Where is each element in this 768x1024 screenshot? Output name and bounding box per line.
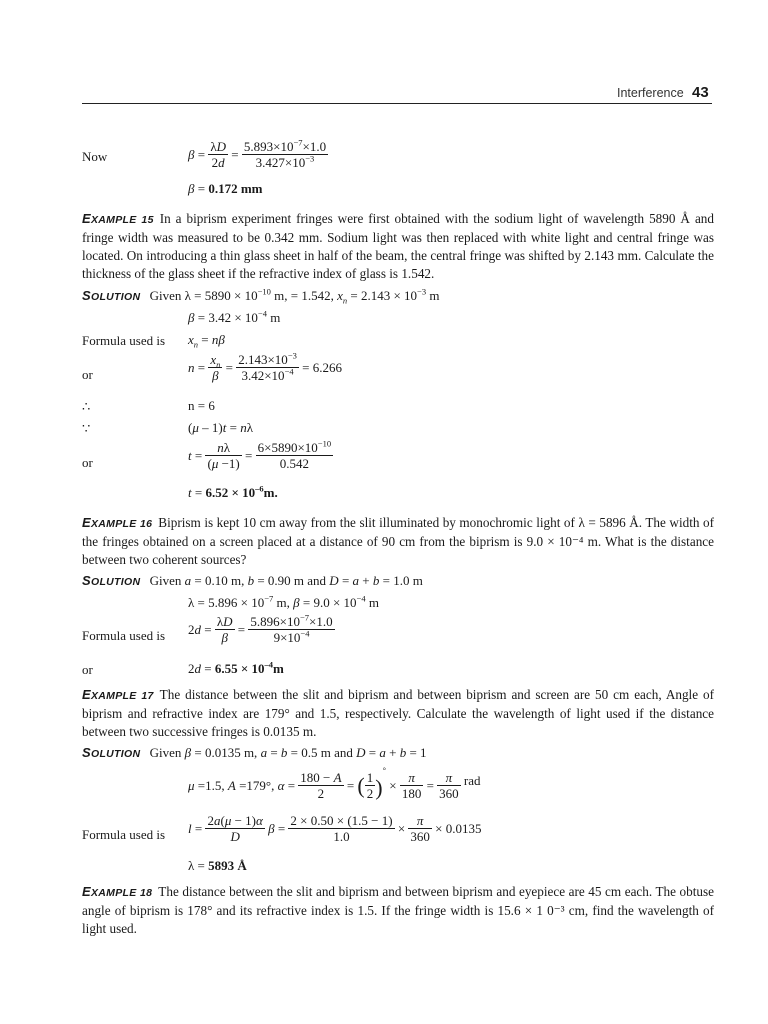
beta-equation: β = $\frac{\lambda D}{2d}$ = $\frac{5.893\times 10^{-7}\times 1.0}{3.427\times 10^{-3}}$ bbox=[188, 137, 327, 170]
because-symbol: ∵ bbox=[82, 421, 91, 436]
formula-label-16: Formula used is bbox=[82, 628, 166, 643]
solution-15-given: SOLUTION Given $\lambda = 5890 \times 10^{-10}$ m, = 1.542, $x_n = 2.143 \times 10^{-3}$ m bbox=[82, 286, 440, 306]
beta-given-15: $\beta = 3.42 \times 10^{-4}$ m bbox=[188, 308, 281, 325]
given-16b: $\lambda = 5.896 \times 10^{-7}$ m, $\beta = 9.0 \times 10^{-4}$ m bbox=[188, 593, 379, 610]
or-label-15a: or bbox=[82, 367, 93, 382]
therefore-symbol: ∴ bbox=[82, 399, 91, 414]
2d-equation: 2d = $\frac{\lambda D}{\beta}$ = $\frac{5.896\times 10^{-7}\times 1.0}{9\times 10^{-4}}$ bbox=[188, 612, 333, 645]
example-15-label: EXAMPLE 15 bbox=[82, 211, 154, 226]
example-18-label: EXAMPLE 18 bbox=[82, 884, 153, 899]
t-equation: t = $\frac{n\lambda}{(\mu -1)}$ = $\frac{6\times 5890\times 10^{-10}}{0.542}$ bbox=[188, 438, 332, 471]
lambda-equation: l = $\frac{2a(\mu - 1)\alpha}{D}$ β = $\frac{2 \times 0.50 \times (1.5 - 1)}{1.0}$ × $\frac{\pi}{360}$ × 0.0135 bbox=[188, 813, 482, 844]
lambda-result: λ = 5893 Å bbox=[188, 858, 247, 873]
example-16-label: EXAMPLE 16 bbox=[82, 515, 153, 530]
chapter-title: Interference bbox=[617, 86, 684, 100]
or-label-16: or bbox=[82, 662, 93, 677]
formula-15: $x_n = n\beta$ bbox=[188, 332, 225, 350]
page-number: 43 bbox=[692, 84, 709, 101]
thickness-relation: (μ – 1)t = nλ bbox=[188, 420, 253, 435]
alpha-equation: μ =1.5, A =179°, α = $\frac{180 - A}{2}$ = ( $\frac{1}{2}$ )° × $\frac{\pi}{180}$ = $\frac{\pi}{360}$ rad bbox=[188, 765, 481, 802]
solution-17-given: SOLUTION Given β = 0.0135 m, a = b = 0.5 m and D = a + b = 1 bbox=[82, 745, 427, 760]
formula-label-15: Formula used is bbox=[82, 333, 166, 348]
or-label-15b: or bbox=[82, 455, 93, 470]
now-label: Now bbox=[82, 149, 108, 164]
example-16: EXAMPLE 16 Biprism is kept 10 cm away from the slit illuminated by monochromic light of λ = 5896 Å. The width of the fringes obtained on a screen placed at a distance of 90 cm from the biprism is 9.0 × 10⁻⁴ m. What is the distance between two coherent sources? bbox=[82, 515, 714, 567]
example-18: EXAMPLE 18 The distance between the slit and biprism and between biprism and eyepiece are 45 cm each. The obtuse angle of biprism is 178° and its refractive index is 1.5. If the fringe width is 15.6 × 1 0⁻³ cm, find the wavelength of light used. bbox=[82, 884, 714, 936]
solution-16-given: SOLUTION Given a = 0.10 m, b = 0.90 m and D = a + b = 1.0 m bbox=[82, 573, 423, 588]
header-rule bbox=[82, 103, 712, 104]
t-result: $t = 6.52 \times 10^{-6}m$. bbox=[188, 483, 278, 500]
formula-label-17: Formula used is bbox=[82, 827, 166, 842]
example-15: EXAMPLE 15 In a biprism experiment fringes were first obtained with the sodium light of wavelength 5890 Å and fringe width was measured to be 0.342 mm. Sodium light was then replaced with white light and central fringe was located. On introducing a thin glass sheet in half of the beam, the central fringe was shifted by 2.143 mm. Calculate the thickness of the glass sheet if the refractive index of glass is 1.542. bbox=[82, 211, 714, 281]
example-17-label: EXAMPLE 17 bbox=[82, 687, 154, 702]
n-round: n = 6 bbox=[188, 398, 215, 413]
2d-result: $2d = 6.55 \times 10^{-4}m$ bbox=[188, 659, 284, 676]
beta-result: β = 0.172 mm bbox=[188, 181, 263, 196]
n-equation: n = $\frac{x_n}{\beta}$ = $\frac{2.143\times 10^{-3}}{3.42\times 10^{-4}}$ = 6.266 bbox=[188, 350, 342, 383]
example-17: EXAMPLE 17 The distance between the slit and biprism and between biprism and screen are 50 cm each, Angle of biprism and refractive index are 179° and 1.5, respectively. Calculate the wavelength of light used if the distance between two successive fringes is 0.0135 m. bbox=[82, 687, 714, 739]
